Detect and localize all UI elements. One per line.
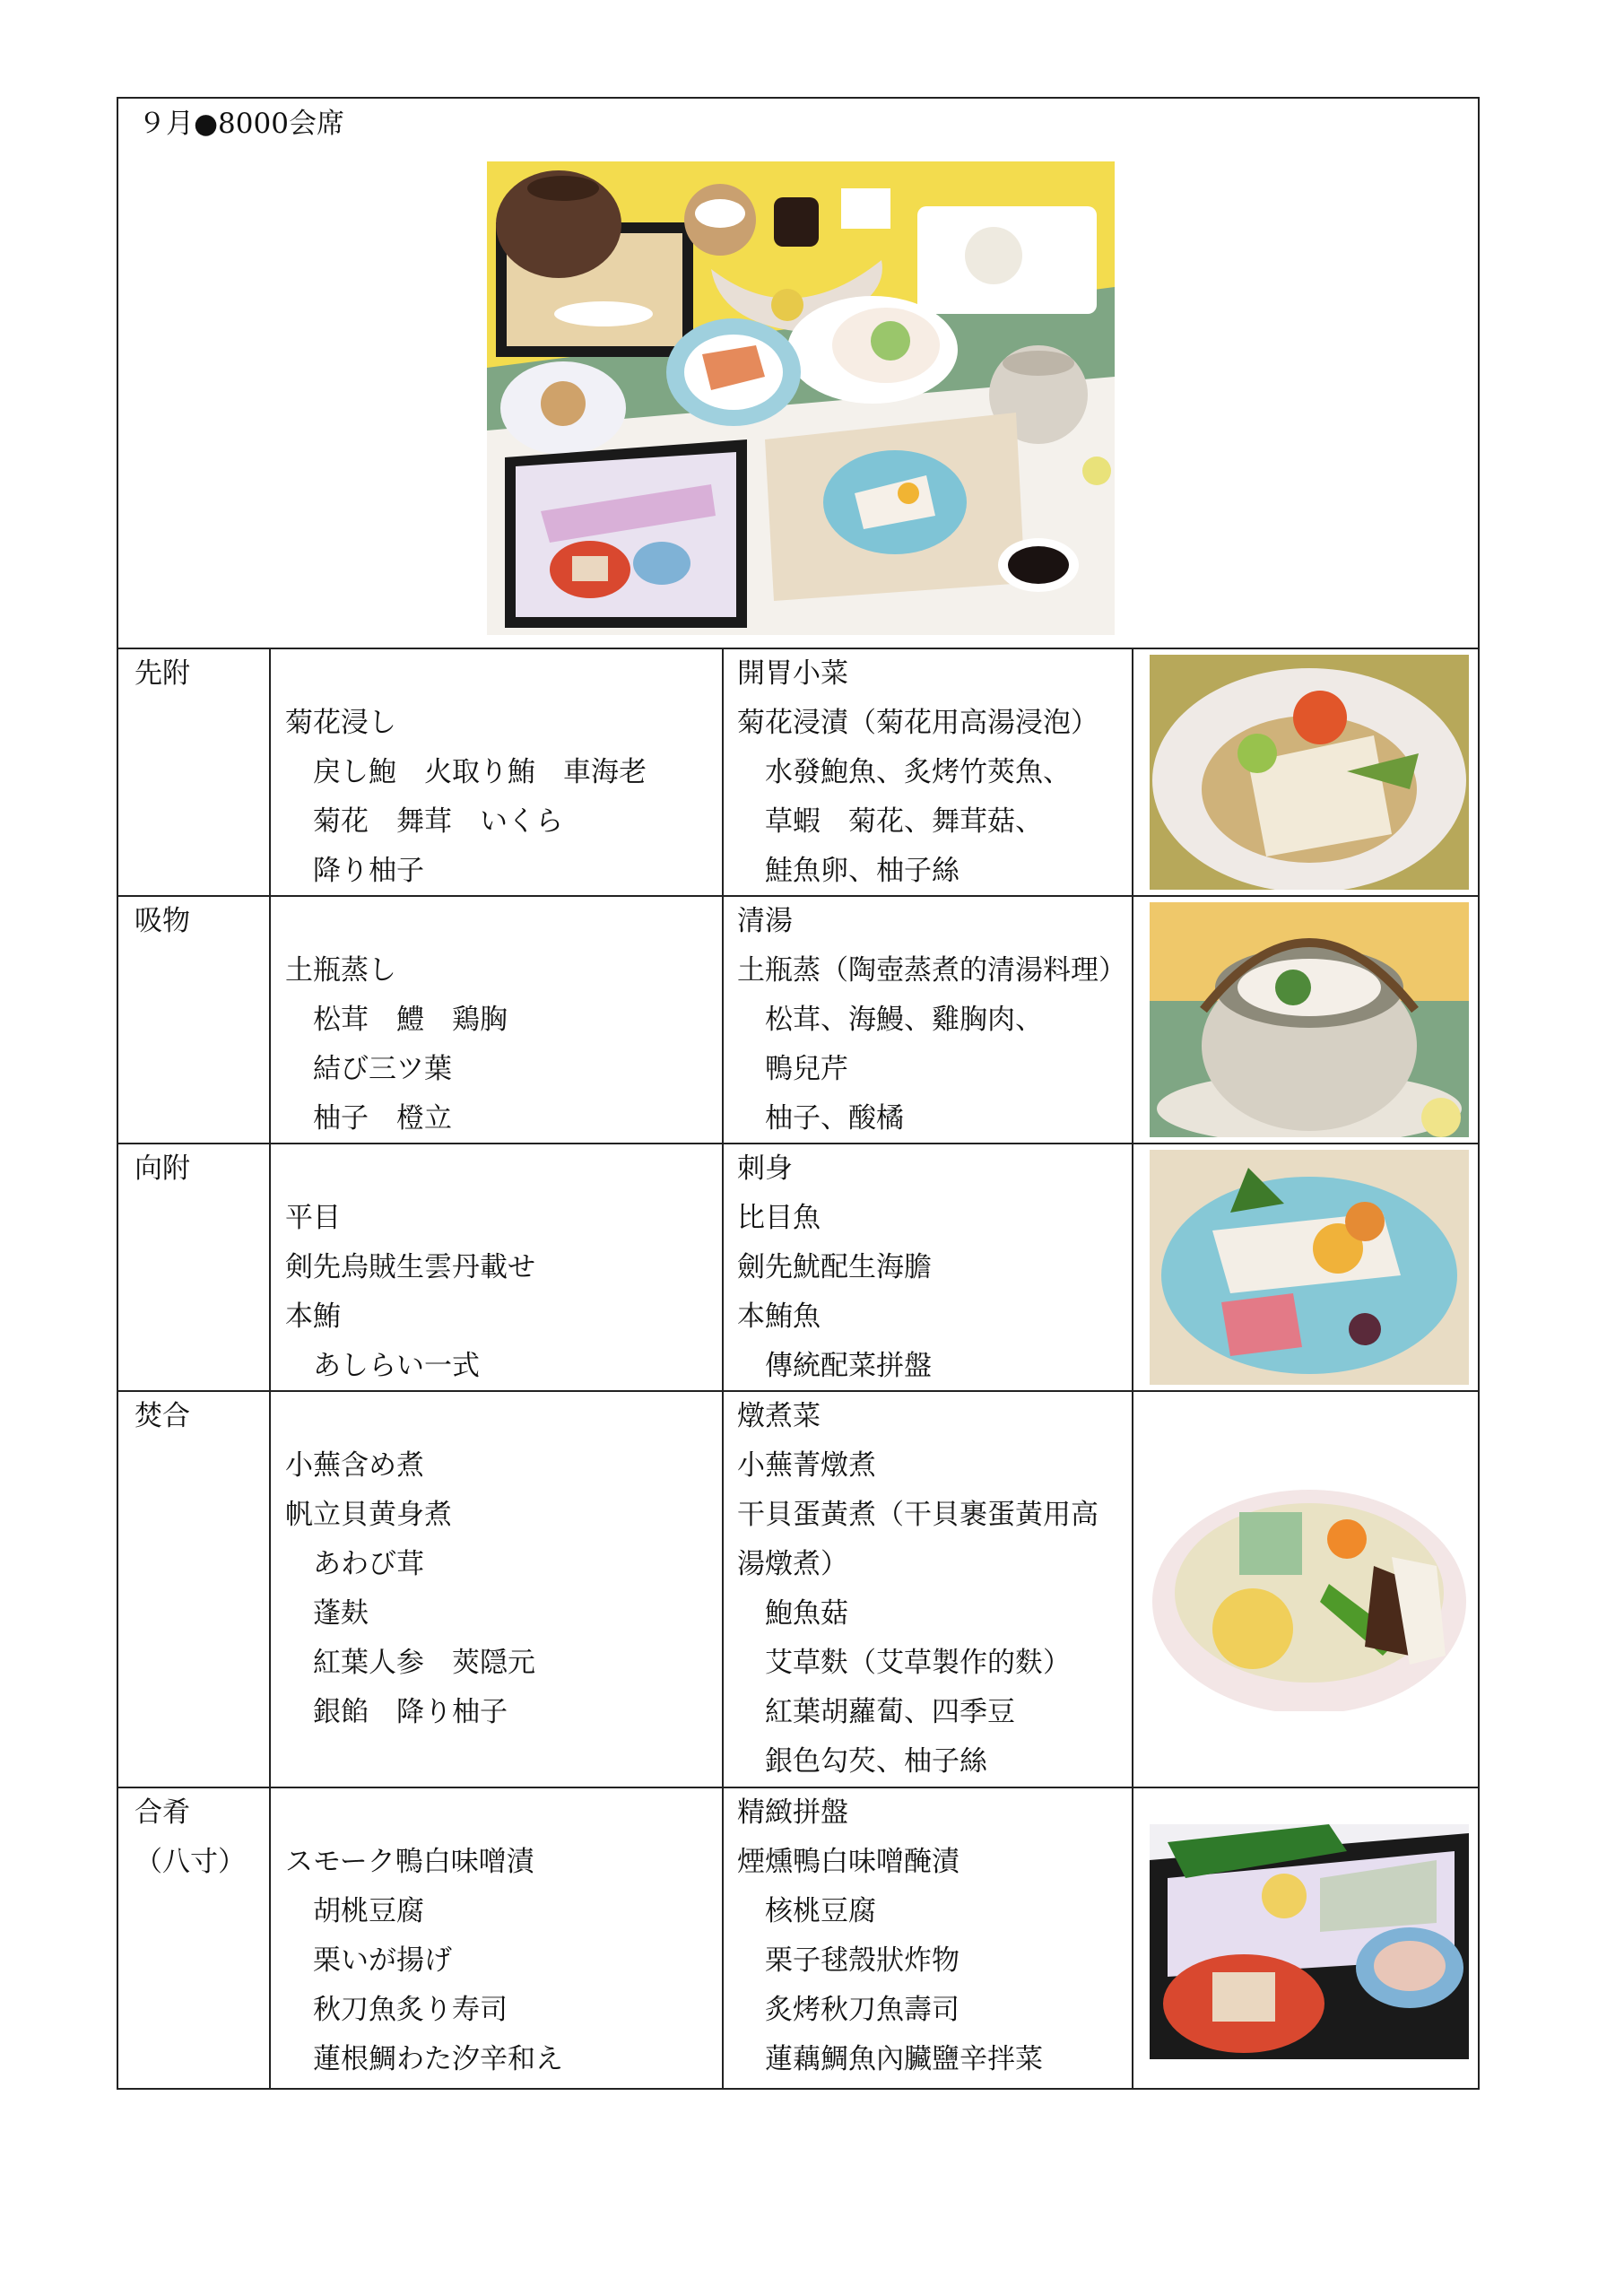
dish-photo-mukozuke bbox=[1150, 1150, 1469, 1385]
japanese-dish-line: 紅葉人参 莢隠元 bbox=[285, 1647, 535, 1679]
chinese-dish-line: 紅葉胡蘿蔔、四季豆 bbox=[737, 1696, 1015, 1728]
japanese-dish-line: 松茸 鱧 鶏胸 bbox=[285, 1004, 508, 1036]
japanese-dish-line: 菊花浸し bbox=[285, 707, 396, 739]
chinese-dish-line: 栗子毬殼狀炸物 bbox=[737, 1944, 960, 1977]
chinese-dish-line: 柚子、酸橘 bbox=[737, 1102, 904, 1135]
chinese-dish-line: 水發鮑魚、炙烤竹莢魚、 bbox=[737, 756, 1071, 788]
chinese-dish-line: 本鮪魚 bbox=[737, 1300, 821, 1333]
japanese-dish-line: 小蕪含め煮 bbox=[285, 1449, 424, 1482]
japanese-dish-line: 銀餡 降り柚子 bbox=[285, 1696, 508, 1728]
chinese-dish-line: 精緻拼盤 bbox=[737, 1796, 848, 1829]
japanese-dish-line: スモーク鴨白味噌漬 bbox=[285, 1846, 534, 1878]
chinese-dish-line: 核桃豆腐 bbox=[737, 1895, 876, 1927]
japanese-dish-line: 土瓶蒸し bbox=[285, 954, 396, 987]
japanese-dish-line: 蓮根鯛わた汐辛和え bbox=[285, 2043, 563, 2075]
chinese-dish-line: 劍先魷配生海膽 bbox=[737, 1251, 932, 1283]
chinese-dish-line: 鮑魚菇 bbox=[737, 1597, 848, 1630]
chinese-dish-line: 炙烤秋刀魚壽司 bbox=[737, 1994, 960, 2026]
japanese-dish-line: 柚子 橙立 bbox=[285, 1102, 452, 1135]
japanese-dish-line: 胡桃豆腐 bbox=[285, 1895, 424, 1927]
chinese-dish-line: 銀色勾芡、柚子絲 bbox=[737, 1745, 987, 1778]
dish-photo-suimono bbox=[1150, 902, 1469, 1137]
japanese-dish-line: 降り柚子 bbox=[285, 855, 424, 887]
japanese-dish-line: 秋刀魚炙り寿司 bbox=[285, 1994, 508, 2026]
menu-sheet bbox=[117, 97, 1480, 2090]
chinese-dish-line: 刺身 bbox=[737, 1152, 793, 1185]
chinese-dish-line: 蓮藕鯛魚內臟鹽辛拌菜 bbox=[737, 2043, 1043, 2075]
japanese-dish-line: 平目 bbox=[285, 1202, 341, 1234]
chinese-dish-line: 小蕪菁燉煮 bbox=[737, 1449, 876, 1482]
japanese-dish-line: 結び三ツ葉 bbox=[285, 1053, 452, 1085]
japanese-dish-line: 菊花 舞茸 いくら bbox=[285, 805, 563, 838]
chinese-dish-line: 艾草麩（艾草製作的麩） bbox=[737, 1647, 1071, 1679]
category-sublabel: （八寸） bbox=[135, 1846, 246, 1878]
japanese-dish-line: あしらい一式 bbox=[285, 1350, 480, 1382]
category-label: 吸物 bbox=[135, 905, 190, 937]
hero-photo bbox=[487, 161, 1115, 635]
category-label: 先附 bbox=[135, 657, 190, 690]
category-label: 合肴 bbox=[135, 1796, 190, 1829]
chinese-dish-line: 松茸、海鰻、雞胸肉、 bbox=[737, 1004, 1043, 1036]
chinese-dish-line: 燉煮菜 bbox=[737, 1400, 821, 1432]
chinese-dish-line: 清湯 bbox=[737, 905, 793, 937]
dish-photo-azukebachi bbox=[1150, 1824, 1469, 2059]
japanese-dish-line: 栗いが揚げ bbox=[285, 1944, 452, 1977]
chinese-dish-line: 鴨兒芹 bbox=[737, 1053, 848, 1085]
japanese-dish-line: 本鮪 bbox=[285, 1300, 341, 1333]
chinese-dish-line: 鮭魚卵、柚子絲 bbox=[737, 855, 960, 887]
chinese-dish-line: 湯燉煮） bbox=[737, 1548, 848, 1580]
dish-photo-sakizuke bbox=[1150, 655, 1469, 890]
category-label: 焚合 bbox=[135, 1400, 190, 1432]
japanese-dish-line: 帆立貝黄身煮 bbox=[285, 1499, 452, 1531]
chinese-dish-line: 草蝦 菊花、舞茸菇、 bbox=[737, 805, 1043, 838]
dish-photo-takiawase bbox=[1150, 1476, 1469, 1711]
chinese-dish-line: 煙燻鴨白味噌醃漬 bbox=[737, 1846, 960, 1878]
chinese-dish-line: 比目魚 bbox=[737, 1202, 821, 1234]
japanese-dish-line: 戻し鮑 火取り鮪 車海老 bbox=[285, 756, 647, 788]
chinese-dish-line: 干貝蛋黃煮（干貝裹蛋黃用高 bbox=[737, 1499, 1099, 1531]
chinese-dish-line: 開胃小菜 bbox=[737, 657, 848, 690]
menu-title: ９月●8000会席 bbox=[138, 108, 344, 140]
chinese-dish-line: 傳統配菜拼盤 bbox=[737, 1350, 932, 1382]
chinese-dish-line: 菊花浸漬（菊花用高湯浸泡） bbox=[737, 707, 1099, 739]
japanese-dish-line: あわび茸 bbox=[285, 1548, 424, 1580]
category-label: 向附 bbox=[135, 1152, 190, 1185]
japanese-dish-line: 蓬麸 bbox=[285, 1597, 369, 1630]
japanese-dish-line: 剣先烏賊生雲丹載せ bbox=[285, 1251, 535, 1283]
chinese-dish-line: 土瓶蒸（陶壺蒸煮的清湯料理） bbox=[737, 954, 1126, 987]
